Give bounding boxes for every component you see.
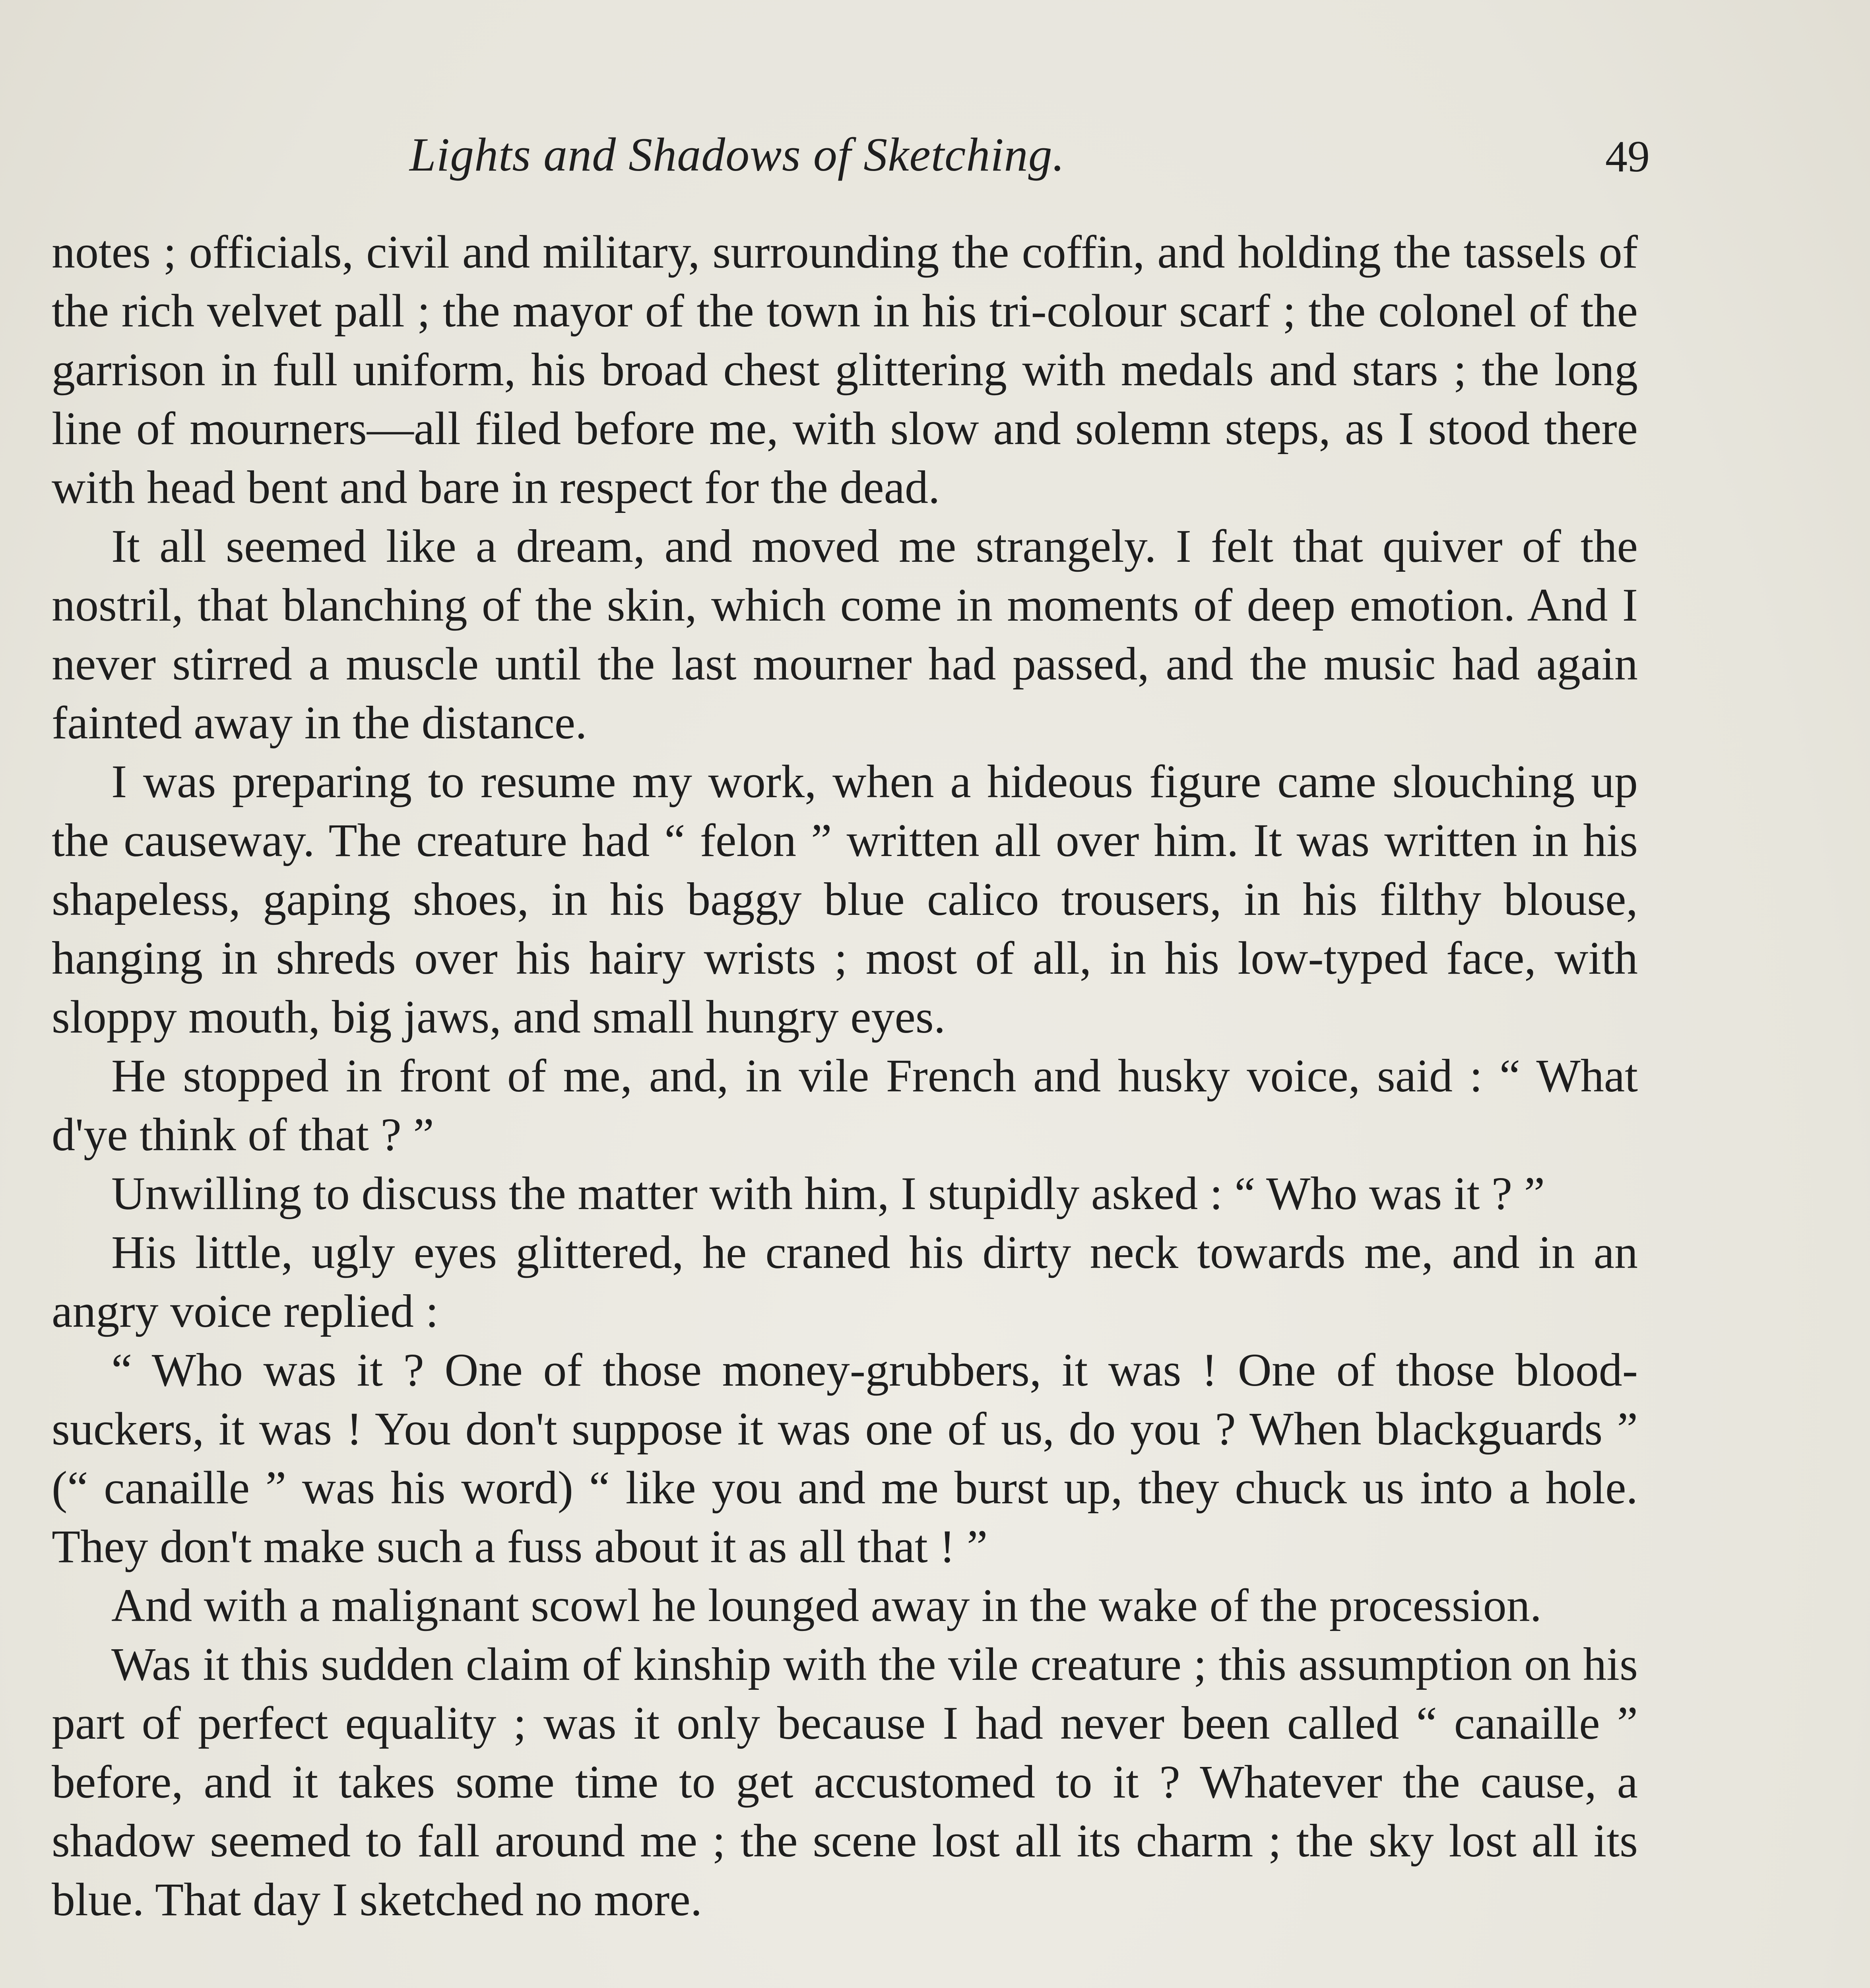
paragraph-9: Was it this sudden claim of kinship with the vile creature ; this assumption on his part of perfect equality ; was it only because I had never been called “ canaille ” before, and it takes some time to get accustomed to it ? Whatever the cause, a shadow seemed to fall around me ; the scene lost all its charm ; the sky lost all its blue. That day I sketched no more. (52, 1638, 1638, 1926)
paragraph-2: It all seemed like a dream, and moved me strangely. I felt that quiver of the nostril, that blanching of the skin, which come in moments of deep emotion. And I never stirred a muscle until the last mourner had passed, and the music had again fainted away in the distance. (52, 520, 1638, 749)
paragraph-7: “ Who was it ? One of those money-grubbers, it was ! One of those blood-suckers, it was ! You don't suppose it was one of us, do you ? When blackguards ” (“ canaille ” was his word) “ like you and me burst up, they chuck us into a hole. They don't make such a fuss about it as all that ! ” (52, 1344, 1638, 1573)
paragraph-5: Unwilling to discuss the matter with him, I stupidly asked : “ Who was it ? ” (111, 1167, 1545, 1219)
running-title: Lights and Shadows of Sketching. (409, 128, 1065, 181)
paragraph-1: notes ; officials, civil and military, surrounding the coffin, and holding the tassels of the rich velvet pall ; the mayor of the town in his tri-colour scarf ; the colonel of the garrison in full uniform, his broad chest glittering with medals and stars ; the long line of mourners—all filed before me, with slow and solemn steps, as I stood there with head bent and bare in respect for the dead. (52, 226, 1638, 513)
body-text (52, 223, 1638, 1929)
paragraph-4: He stopped in front of me, and, in vile French and husky voice, said : “ What d'ye think of that ? ” (52, 1050, 1638, 1161)
paragraph-6: His little, ugly eyes glittered, he craned his dirty neck towards me, and in an angry voice replied : (52, 1226, 1638, 1337)
paragraph-3: I was preparing to resume my work, when a hideous figure came slouching up the causeway. The creature had “ felon ” written all over him. It was written in his shapeless, gaping shoes, in his baggy blue calico trousers, in his filthy blouse, hanging in shreds over his hairy wrists ; most of all, in his low-typed face, with sloppy mouth, big jaws, and small hungry eyes. (52, 755, 1638, 1043)
page-header (52, 119, 1650, 199)
paragraph-8: And with a malignant scowl he lounged away in the wake of the procession. (111, 1579, 1542, 1631)
page-number: 49 (1605, 132, 1650, 181)
